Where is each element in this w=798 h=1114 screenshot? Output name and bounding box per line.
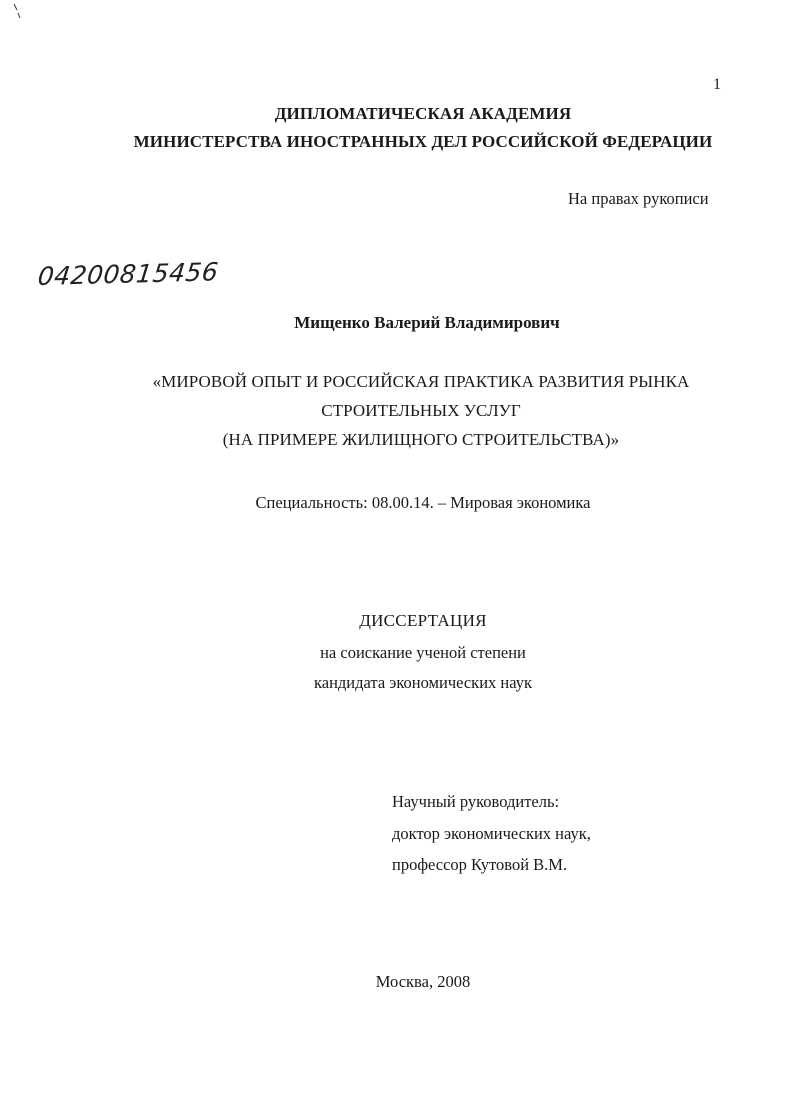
author-name: Мищенко Валерий Владимирович — [294, 313, 560, 332]
city-and-year: Москва, 2008 — [375, 972, 471, 991]
manuscript-rights-note: На правах рукописи — [568, 189, 709, 208]
supervisor-label: Научный руководитель: — [392, 792, 560, 811]
work-type-heading: ДИССЕРТАЦИЯ — [359, 611, 487, 630]
supervisor-name: профессор Кутовой В.М. — [392, 855, 568, 874]
degree-line1: на соискание ученой степени — [320, 643, 526, 662]
handwritten-registration-number: 04200815456 — [36, 257, 221, 292]
scan-artifact-mark — [12, 2, 22, 20]
institution-name-line2: МИНИСТЕРСТВА ИНОСТРАННЫХ ДЕЛ РОССИЙСКОЙ ФЕДЕРАЦИИ — [133, 132, 713, 151]
dissertation-title-line1: «МИРОВОЙ ОПЫТ И РОССИЙСКАЯ ПРАКТИКА РАЗВИТИЯ РЫНКА — [152, 372, 690, 391]
dissertation-title-line2: СТРОИТЕЛЬНЫХ УСЛУГ — [321, 401, 521, 420]
institution-name-line1: ДИПЛОМАТИЧЕСКАЯ АКАДЕМИЯ — [274, 104, 572, 123]
specialty-line: Специальность: 08.00.14. – Мировая экономика — [255, 493, 591, 512]
supervisor-degree: доктор экономических наук, — [392, 824, 591, 843]
page-number: 1 — [713, 76, 721, 93]
dissertation-title-line3: (НА ПРИМЕРЕ ЖИЛИЩНОГО СТРОИТЕЛЬСТВА)» — [222, 430, 620, 449]
degree-line2: кандидата экономических наук — [313, 673, 532, 692]
